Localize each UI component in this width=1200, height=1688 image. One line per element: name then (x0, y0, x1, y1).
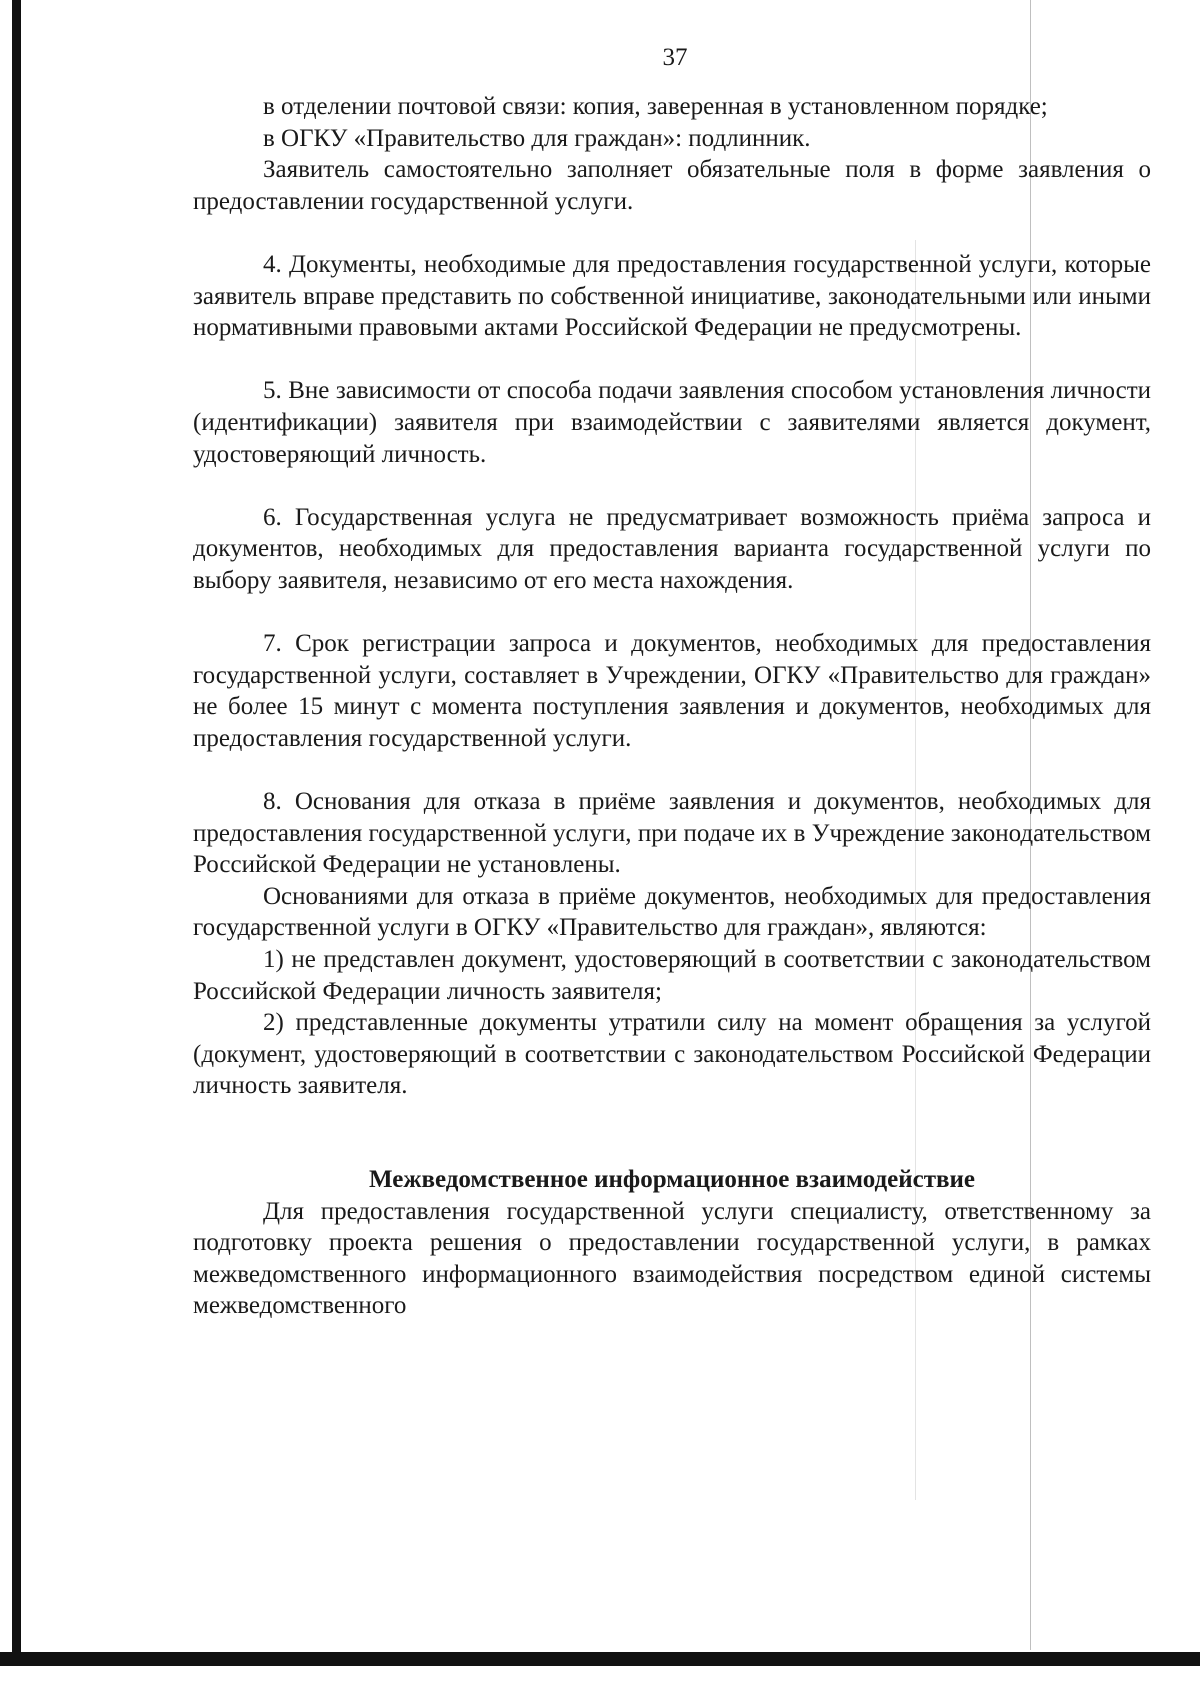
scan-left-border (12, 0, 21, 1660)
paragraph-ground-1: 1) не представлен документ, удостоверяющий в соответствии с законодательством Российской Федерации личность заявителя; (193, 946, 1151, 1005)
paragraph-interagency: Для предоставления государственной услуги специалисту, ответственному за подготовку проекта решения о предоставлении государственной услуги, в рамках межведомственного информационного взаимодействия посредством единой системы межведомственного (193, 1197, 1151, 1320)
paragraph-item-4: 4. Документы, необходимые для предоставления государственной услуги, которые заявитель вправе представить по собственной инициативе, законодательными или иными нормативными правовыми актами Российской Федерации не предусмотрены. (193, 250, 1151, 342)
paragraph-ground-2: 2) представленные документы утратили силу на момент обращения за услугой (документ, удостоверяющий в соответствии с законодательством Российской Федерации личность заявителя. (193, 1009, 1151, 1100)
paragraph-item-8: 8. Основания для отказа в приёме заявления и документов, необходимых для предоставления государственной услуги, при подаче их в Учреждение законодательством Российской Федерации не установлены. (193, 788, 1151, 879)
document-body (193, 91, 1151, 1322)
paragraph-applicant-fills-form: Заявитель самостоятельно заполняет обязательные поля в форме заявления о предоставлении государственной услуги. (193, 156, 1151, 215)
paragraph-ogku-original: в ОГКУ «Правительство для граждан»: подлинник. (263, 124, 811, 152)
scan-bottom-border (0, 1652, 1200, 1666)
paragraph-item-5: 5. Вне зависимости от способа подачи заявления способом установления личности (идентификации) заявителя при взаимодействии с заявителями является документ, удостоверяющий личность. (193, 377, 1151, 468)
paragraph-item-7: 7. Срок регистрации запроса и документов, необходимых для предоставления государственной услуги, составляет в Учреждении, ОГКУ «Правительство для граждан» не более 15 минут с момента поступления заявления и документов, необходимых для предоставления государственной услуги. (193, 630, 1151, 752)
section-heading: Межведомственное информационное взаимодействие (369, 1166, 975, 1193)
paragraph-refusal-grounds: Основаниями для отказа в приёме документов, необходимых для предоставления государственной услуги в ОГКУ «Правительство для граждан», являются: (193, 882, 1151, 942)
paragraph-postal-copy: в отделении почтовой связи: копия, заверенная в установленном порядке; (263, 93, 1048, 120)
paragraph-item-6: 6. Государственная услуга не предусматривает возможность приёма запроса и документов, необходимых для предоставления варианта государственной услуги по выбору заявителя, независимо от его места нахождения. (193, 503, 1151, 594)
page-number: 37 (662, 44, 688, 71)
